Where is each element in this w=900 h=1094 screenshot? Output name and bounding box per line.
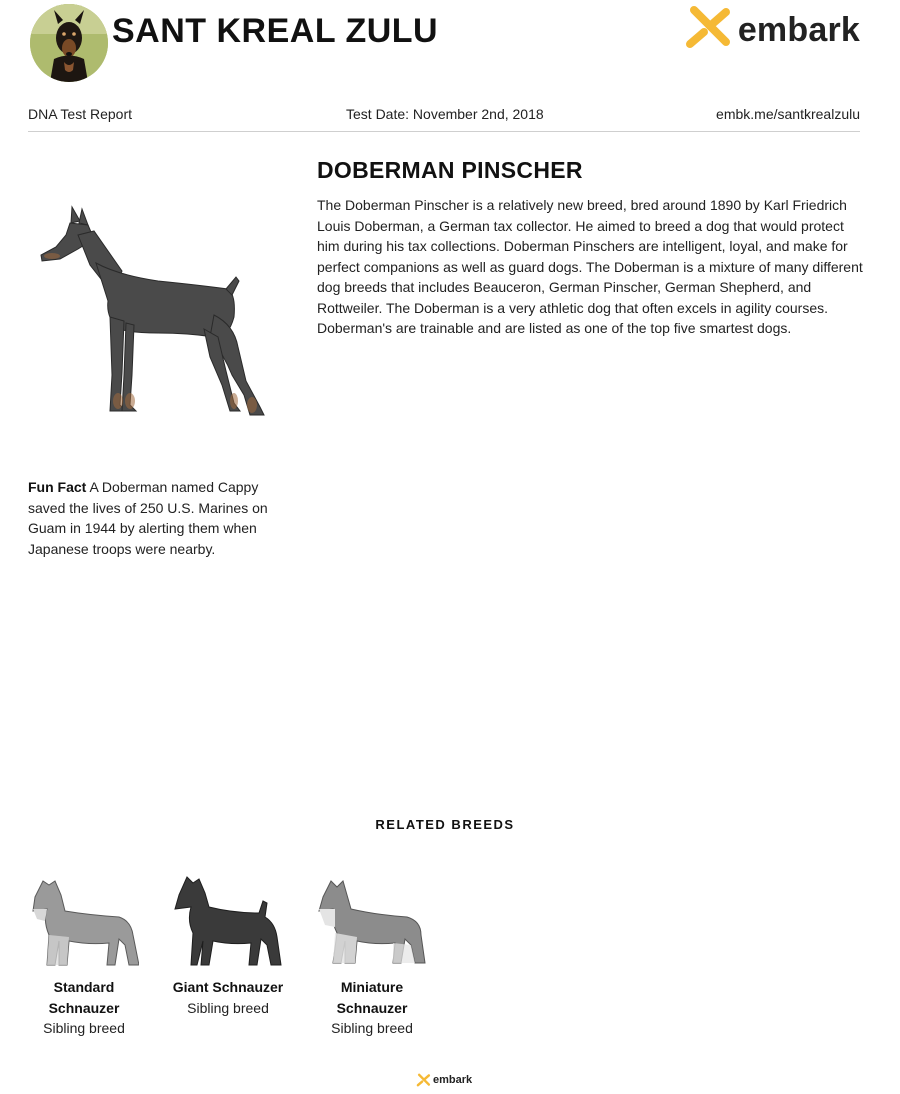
related-breed-card xyxy=(168,875,288,1018)
related-breed-relation: Sibling breed xyxy=(43,1020,125,1036)
related-breed-relation: Sibling breed xyxy=(187,999,269,1016)
related-breed-card xyxy=(24,875,144,1039)
fun-fact-text: A Doberman named Cappy saved the lives of 250 U.S. Marines on Guam in 1944 by alerting them when Japanese troops were nearby. xyxy=(28,479,268,557)
fun-fact-label: Fun Fact xyxy=(28,479,87,495)
related-breed-card xyxy=(312,875,432,1039)
related-breed-relation: Sibling breed xyxy=(331,1020,413,1036)
dog-avatar xyxy=(30,4,108,82)
footer-embark-logo xyxy=(416,1073,472,1087)
giant-schnauzer-illustration xyxy=(173,875,283,969)
related-breed-name: Giant Schnauzer xyxy=(172,979,284,995)
related-breed-name: Standard Schnauzer xyxy=(48,979,120,1016)
embark-footer-icon xyxy=(416,1073,432,1087)
footer-embark-word: embark xyxy=(433,1074,473,1086)
standard-schnauzer-illustration xyxy=(29,875,139,969)
embark-logo-word: embark xyxy=(737,11,860,49)
embark-logo-icon xyxy=(684,4,736,50)
breed-title: DOBERMAN PINSCHER xyxy=(317,157,583,183)
miniature-schnauzer-illustration xyxy=(317,875,427,969)
test-date: Test Date: November 2nd, 2018 xyxy=(346,106,544,122)
fun-fact xyxy=(28,477,278,559)
profile-link[interactable]: embk.me/santkrealzulu xyxy=(716,106,860,122)
embark-logo xyxy=(684,3,860,50)
breed-description: The Doberman Pinscher is a relatively new breed, bred around 1890 by Karl Friedrich Louis Doberman, a German tax collector. He aimed to breed a dog that would protect him during his tax collections. Doberman Pinschers are intelligent, loyal, and make for perfect companions as well as guard dogs. The Doberman is a mixture of many different dog breeds that includes Beauceron, German Pinscher, German Shepherd, and Rottweiler. The Doberman is a very athletic dog that often excels in agility courses. Doberman's are trainable and are listed as one of the top five smartest dogs. xyxy=(317,197,863,336)
dog-name-title: SANT KREAL ZULU xyxy=(112,12,439,50)
related-breeds-heading: RELATED BREEDS xyxy=(375,817,515,832)
related-breed-name: Miniature Schnauzer xyxy=(336,979,408,1016)
doberman-illustration xyxy=(38,205,268,425)
report-label: DNA Test Report xyxy=(28,106,133,122)
report-subheader xyxy=(28,104,860,132)
